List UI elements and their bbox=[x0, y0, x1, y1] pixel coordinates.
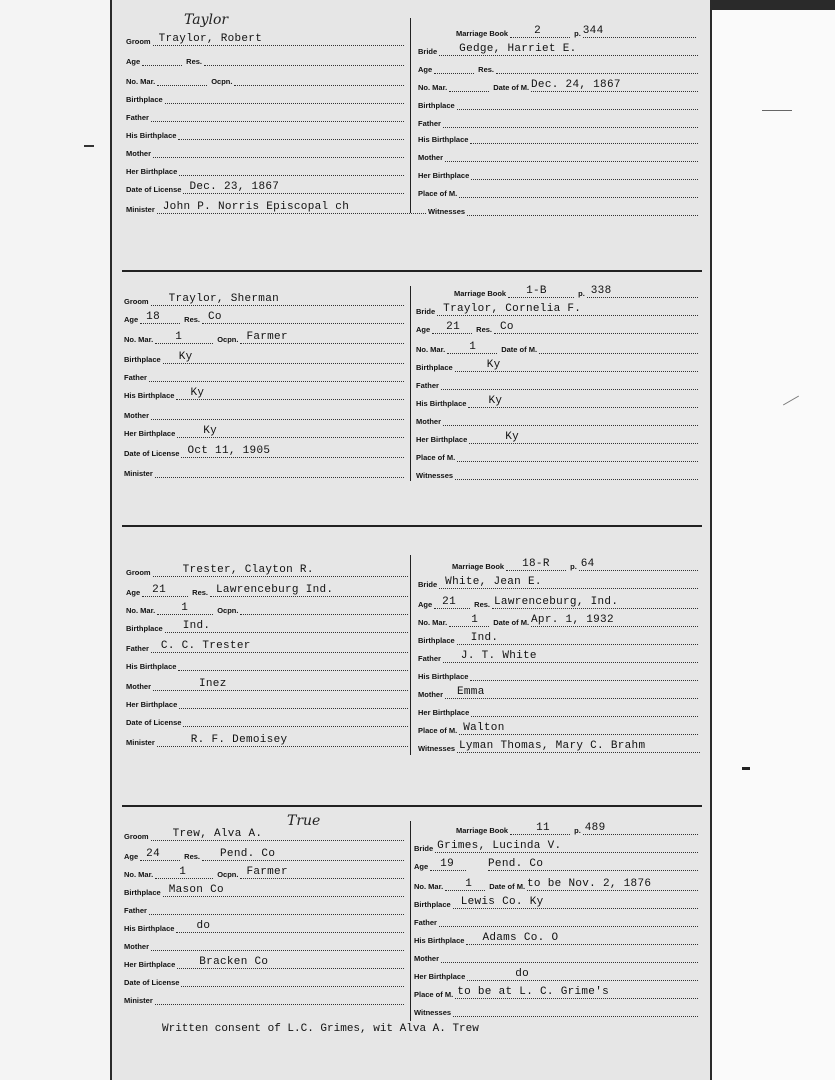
label-her-birthplace: Her Birthplace bbox=[418, 708, 470, 717]
label-res: Res. bbox=[184, 852, 201, 861]
label-mother: Mother bbox=[418, 153, 443, 162]
label-p: p. bbox=[574, 29, 581, 38]
label-father: Father bbox=[126, 113, 149, 122]
bride-page: 64 bbox=[580, 558, 595, 570]
bride-name: Grimes, Lucinda V. bbox=[437, 840, 562, 852]
label-ocpn: Ocpn. bbox=[217, 606, 239, 615]
groom-no-mar: 1 bbox=[181, 602, 189, 614]
label-marriage-book: Marriage Book bbox=[456, 826, 509, 835]
label-father: Father bbox=[418, 654, 441, 663]
marriage-card-3 bbox=[112, 525, 710, 805]
bride-no-mar: 1 bbox=[471, 614, 479, 626]
bride-his-birthplace: Ky bbox=[488, 395, 503, 407]
label-groom: Groom bbox=[124, 297, 149, 306]
groom-res: Pend. Co bbox=[220, 848, 276, 860]
label-minister: Minister bbox=[124, 469, 153, 478]
label-age: Age bbox=[124, 315, 139, 324]
bride-her-birthplace: do bbox=[515, 968, 530, 980]
label-birthplace: Birthplace bbox=[416, 363, 453, 372]
groom-no-mar: 1 bbox=[179, 866, 187, 878]
label-his-birthplace: His Birthplace bbox=[124, 391, 175, 400]
margin-mark bbox=[762, 110, 792, 111]
label-age: Age bbox=[126, 588, 141, 597]
groom-age: 21 bbox=[152, 584, 166, 596]
margin-mark bbox=[742, 767, 750, 770]
consent-note: Written consent of L.C. Grimes, wit Alva A. Trew bbox=[162, 1023, 479, 1035]
groom-name: Traylor, Sherman bbox=[168, 293, 280, 305]
handwritten-annotation: Taylor bbox=[184, 12, 229, 28]
bride-birthplace: Ind. bbox=[470, 632, 499, 644]
label-ocpn: Ocpn. bbox=[217, 335, 239, 344]
label-father: Father bbox=[124, 906, 147, 915]
groom-res: Lawrenceburg Ind. bbox=[216, 584, 334, 596]
groom-res: Co bbox=[208, 311, 222, 323]
bride-age: 21 bbox=[446, 321, 460, 333]
label-mother: Mother bbox=[126, 682, 151, 691]
label-place-of-m: Place of M. bbox=[418, 726, 458, 735]
groom-minister: R. F. Demoisey bbox=[190, 734, 288, 746]
label-mother: Mother bbox=[124, 411, 149, 420]
label-res: Res. bbox=[476, 325, 493, 334]
bride-res: Pend. Co bbox=[488, 858, 544, 870]
label-bride: Bride bbox=[414, 844, 434, 853]
label-birthplace: Birthplace bbox=[124, 888, 161, 897]
label-res: Res. bbox=[192, 588, 209, 597]
label-his-birthplace: His Birthplace bbox=[418, 672, 469, 681]
bride-place-of-m: to be at L. C. Grime's bbox=[457, 986, 610, 998]
bride-res: Co bbox=[500, 321, 514, 333]
label-date-of-license: Date of License bbox=[124, 449, 180, 458]
record-page bbox=[112, 0, 710, 1080]
bride-no-mar: 1 bbox=[465, 878, 473, 890]
label-no-mar: No. Mar. bbox=[126, 77, 156, 86]
label-birthplace: Birthplace bbox=[414, 900, 451, 909]
label-date-of-license: Date of License bbox=[126, 185, 182, 194]
bride-name: White, Jean E. bbox=[445, 576, 542, 588]
label-bride: Bride bbox=[416, 307, 436, 316]
label-date-of-m: Date of M. bbox=[489, 882, 526, 891]
label-date-of-m: Date of M. bbox=[493, 618, 530, 627]
label-birthplace: Birthplace bbox=[124, 355, 161, 364]
label-mother: Mother bbox=[126, 149, 151, 158]
bride-age: 21 bbox=[442, 596, 456, 608]
label-her-birthplace: Her Birthplace bbox=[418, 171, 470, 180]
bride-page: 338 bbox=[590, 285, 612, 297]
marriage-card-1 bbox=[112, 0, 710, 270]
label-age: Age bbox=[416, 325, 431, 334]
label-age: Age bbox=[126, 57, 141, 66]
label-p: p. bbox=[578, 289, 585, 298]
bride-birthplace: Ky bbox=[486, 359, 501, 371]
bride-page: 489 bbox=[584, 822, 606, 834]
groom-date-of-license: Dec. 23, 1867 bbox=[189, 181, 280, 193]
label-mother: Mother bbox=[124, 942, 149, 951]
groom-name: Trew, Alva A. bbox=[172, 828, 263, 840]
label-father: Father bbox=[418, 119, 441, 128]
bride-his-birthplace: Adams Co. O bbox=[482, 932, 559, 944]
label-res: Res. bbox=[184, 315, 201, 324]
label-place-of-m: Place of M. bbox=[416, 453, 456, 462]
label-his-birthplace: His Birthplace bbox=[124, 924, 175, 933]
bride-birthplace: Lewis Co. Ky bbox=[460, 896, 544, 908]
margin-mark bbox=[84, 145, 94, 147]
label-groom: Groom bbox=[126, 568, 151, 577]
label-age: Age bbox=[418, 600, 433, 609]
bride-no-mar: 1 bbox=[469, 341, 477, 353]
marriage-card-4 bbox=[112, 805, 710, 1080]
label-mother: Mother bbox=[414, 954, 439, 963]
label-minister: Minister bbox=[126, 205, 155, 214]
label-bride: Bride bbox=[418, 47, 438, 56]
bride-book: 2 bbox=[534, 25, 542, 37]
bride-her-birthplace: Ky bbox=[505, 431, 520, 443]
label-no-mar: No. Mar. bbox=[124, 870, 154, 879]
label-his-birthplace: His Birthplace bbox=[126, 131, 177, 140]
label-no-mar: No. Mar. bbox=[124, 335, 154, 344]
label-marriage-book: Marriage Book bbox=[454, 289, 507, 298]
label-no-mar: No. Mar. bbox=[414, 882, 444, 891]
label-date-of-m: Date of M. bbox=[493, 83, 530, 92]
label-date-of-license: Date of License bbox=[126, 718, 182, 727]
label-groom: Groom bbox=[126, 37, 151, 46]
margin-mark bbox=[783, 396, 799, 406]
label-father: Father bbox=[126, 644, 149, 653]
label-no-mar: No. Mar. bbox=[416, 345, 446, 354]
bride-witnesses: Lyman Thomas, Mary C. Brahm bbox=[459, 740, 646, 752]
label-no-mar: No. Mar. bbox=[418, 618, 448, 627]
label-marriage-book: Marriage Book bbox=[452, 562, 505, 571]
groom-her-birthplace: Ky bbox=[203, 425, 218, 437]
label-father: Father bbox=[414, 918, 437, 927]
bride-page: 344 bbox=[582, 25, 604, 37]
marriage-card-2 bbox=[112, 270, 710, 525]
label-witnesses: Witnesses bbox=[428, 207, 466, 216]
label-minister: Minister bbox=[124, 996, 153, 1005]
groom-his-birthplace: Ky bbox=[190, 387, 205, 399]
label-her-birthplace: Her Birthplace bbox=[416, 435, 468, 444]
label-witnesses: Witnesses bbox=[416, 471, 454, 480]
bride-book: 11 bbox=[536, 822, 550, 834]
label-ocpn: Ocpn. bbox=[217, 870, 239, 879]
label-ocpn: Ocpn. bbox=[211, 77, 233, 86]
label-res: Res. bbox=[474, 600, 491, 609]
bride-father: J. T. White bbox=[460, 650, 537, 662]
label-his-birthplace: His Birthplace bbox=[418, 135, 469, 144]
label-her-birthplace: Her Birthplace bbox=[124, 429, 176, 438]
label-birthplace: Birthplace bbox=[418, 636, 455, 645]
label-father: Father bbox=[124, 373, 147, 382]
groom-age: 18 bbox=[146, 311, 160, 323]
bride-name: Traylor, Cornelia F. bbox=[443, 303, 582, 315]
label-birthplace: Birthplace bbox=[126, 624, 163, 633]
label-date-of-license: Date of License bbox=[124, 978, 180, 987]
label-witnesses: Witnesses bbox=[414, 1008, 452, 1017]
label-her-birthplace: Her Birthplace bbox=[126, 700, 178, 709]
label-no-mar: No. Mar. bbox=[418, 83, 448, 92]
bride-date-of-m: Dec. 24, 1867 bbox=[531, 79, 621, 91]
groom-her-birthplace: Bracken Co bbox=[199, 956, 269, 968]
bride-date-of-m: Apr. 1, 1932 bbox=[531, 614, 614, 626]
label-p: p. bbox=[570, 562, 577, 571]
label-groom: Groom bbox=[124, 832, 149, 841]
groom-age: 24 bbox=[146, 848, 160, 860]
groom-his-birthplace: do bbox=[196, 920, 211, 932]
label-res: Res. bbox=[478, 65, 495, 74]
label-place-of-m: Place of M. bbox=[418, 189, 458, 198]
label-place-of-m: Place of M. bbox=[414, 990, 454, 999]
groom-birthplace: Mason Co bbox=[168, 884, 224, 896]
label-birthplace: Birthplace bbox=[126, 95, 163, 104]
label-birthplace: Birthplace bbox=[418, 101, 455, 110]
bride-age: 19 bbox=[440, 858, 454, 870]
label-her-birthplace: Her Birthplace bbox=[126, 167, 178, 176]
left-margin bbox=[0, 0, 110, 1080]
bride-place-of-m: Walton bbox=[463, 722, 505, 734]
label-p: p. bbox=[574, 826, 581, 835]
label-mother: Mother bbox=[416, 417, 441, 426]
bride-name: Gedge, Harriet E. bbox=[459, 43, 577, 55]
bride-res: Lawrenceburg, Ind. bbox=[494, 596, 619, 608]
label-his-birthplace: His Birthplace bbox=[126, 662, 177, 671]
label-her-birthplace: Her Birthplace bbox=[124, 960, 176, 969]
groom-father: C. C. Trester bbox=[160, 640, 251, 652]
label-his-birthplace: His Birthplace bbox=[414, 936, 465, 945]
groom-birthplace: Ky bbox=[178, 351, 193, 363]
bride-date-of-m: to be Nov. 2, 1876 bbox=[527, 878, 652, 890]
groom-name: Trester, Clayton R. bbox=[182, 564, 314, 576]
groom-no-mar: 1 bbox=[175, 331, 183, 343]
right-margin bbox=[712, 10, 835, 1080]
label-no-mar: No. Mar. bbox=[126, 606, 156, 615]
groom-ocpn: Farmer bbox=[246, 331, 288, 343]
bride-mother: Emma bbox=[457, 686, 485, 698]
groom-date-of-license: Oct 11, 1905 bbox=[187, 445, 271, 457]
label-res: Res. bbox=[186, 57, 203, 66]
bride-book: 1-B bbox=[526, 285, 547, 297]
groom-mother: Inez bbox=[199, 678, 227, 690]
label-minister: Minister bbox=[126, 738, 155, 747]
label-date-of-m: Date of M. bbox=[501, 345, 538, 354]
handwritten-annotation: True bbox=[287, 813, 321, 829]
groom-name: Traylor, Robert bbox=[158, 33, 263, 45]
label-marriage-book: Marriage Book bbox=[456, 29, 509, 38]
bride-book: 18-R bbox=[522, 558, 550, 570]
label-witnesses: Witnesses bbox=[418, 744, 456, 753]
label-age: Age bbox=[124, 852, 139, 861]
label-age: Age bbox=[418, 65, 433, 74]
label-bride: Bride bbox=[418, 580, 438, 589]
label-his-birthplace: His Birthplace bbox=[416, 399, 467, 408]
groom-birthplace: Ind. bbox=[182, 620, 211, 632]
label-father: Father bbox=[416, 381, 439, 390]
groom-ocpn: Farmer bbox=[246, 866, 288, 878]
label-mother: Mother bbox=[418, 690, 443, 699]
label-age: Age bbox=[414, 862, 429, 871]
groom-minister: John P. Norris Episcopal ch bbox=[162, 201, 350, 213]
label-her-birthplace: Her Birthplace bbox=[414, 972, 466, 981]
